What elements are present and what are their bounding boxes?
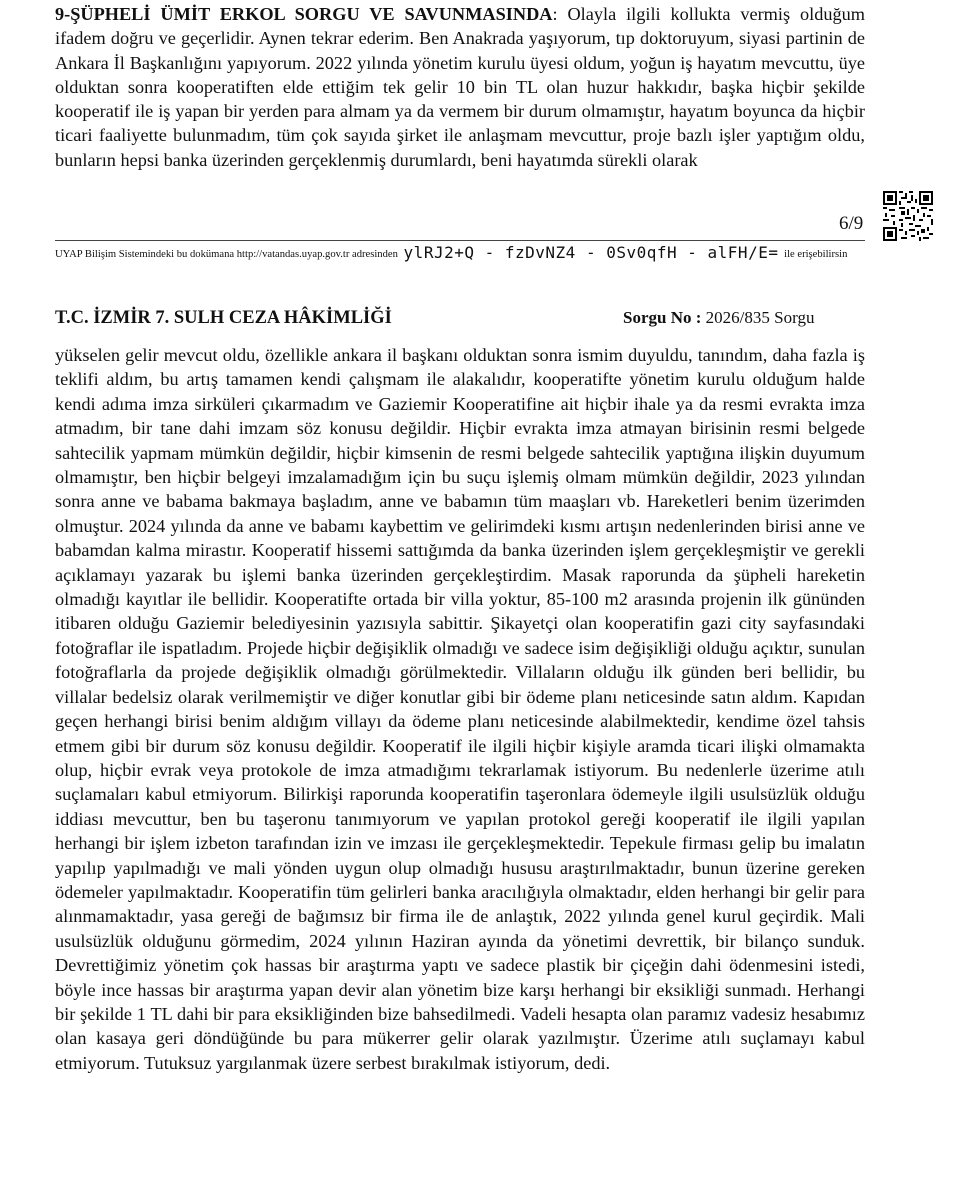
statement-text-page-7 [55, 343, 865, 1075]
page-number: 6/9 [839, 213, 864, 234]
footer-divider [55, 240, 865, 241]
footer-prefix: UYAP Bilişim Sistemindeki bu dokümana http://vatandas.uyap.gov.tr adresinden [55, 249, 398, 260]
verification-code: ylRJ2+Q - fzDvNZ4 - 0Sv0qfH - alFH/E= [403, 243, 779, 262]
document-page-7 [0, 275, 953, 1200]
page-gap [0, 265, 953, 275]
footer-suffix: ile erişebilirsin [784, 249, 848, 260]
suspect-heading: 9-ŞÜPHELİ ÜMİT ERKOL SORGU VE SAVUNMASINDA [55, 4, 553, 24]
uyap-footer [55, 244, 870, 264]
court-name: T.C. İZMİR 7. SULH CEZA HÂKİMLİĞİ [55, 308, 392, 328]
document-page-6 [0, 0, 953, 265]
statement-text-page-6 [55, 2, 865, 172]
qr-code-icon [883, 191, 933, 241]
query-number [623, 308, 814, 328]
page-header [55, 308, 865, 334]
query-number-value: 2026/835 Sorgu [705, 308, 815, 327]
statement-paragraph-continued: yükselen gelir mevcut oldu, özellikle ankara il başkanı olduktan sonra ismim duyuldu, tanındım, daha fazla iş teklifi aldım, bu artış tamamen kendi çalışmam ile alakalıdır, kooperatifte yönetim kurulu olduğum halde kendi adıma imza sirküleri çıkarmadım ve Gaziemir Kooperatifine ait hiçbir ihale ya da resmi evrakta imza atmadım, bir tane dahi imzam söz konusu değildir. Hiçbir evrakta imza atmayan birisinin resmi belgede sahtecilik yapmam mümkün değildir, hiçbir kimsenin de resmi belgede sahtecilik yaptığına ilişkin duyumum olmamıştır, ben hiçbir belgeyi imzalamadığım için bu suçu işlemiş olmam mümkün değildir, 2023 yılından sonra anne ve babama bakmaya başladım, anne ve babamın tüm maaşları vb. Hareketleri benim üzerimden olmuştur. 2024 yılında da anne ve babamı kaybettim ve gelirimdeki kısmı artışın nedenlerinden birisi anne ve babamdan kalma mirastır. Kooperatif hissemi sattığımda da banka üzerinden işlem gerçekleşmiştir ve gerekli açıklamayı yazarak bu işlemi banka üzerinden gerçekleştirdim. Masak raporunda da şüpheli hareketin olmadığı kayıtlar ile bellidir. Kooperatifte ortada bir villa yoktur, 85-100 m2 arasında projenin ilk gününden itibaren olduğu Gaziemir belediyesinin yazısıyla sabittir. Şikayetçi olan kooperatifin gazi city sayfasındaki fotoğraflar ile ispatladım. Projede hiçbir değişiklik olmadığı ve sadece isim değişikliği olduğu açıktır, sunulan fotoğraflarla da projede değişiklik olmadığı görülmektedir. Villaların olduğu ilk günden beri bellidir, bu villalar bedelsiz olarak verilmemiştir ve diğer konutlar gibi bir ödeme planı neticesinde satın aldım. Kapıdan geçen herhangi birisi benim aldığım villayı da ödeme planı neticesinde alabilmektedir, kendime özel tahsis etmem gibi bir durum söz konusu değildir. Kooperatif ile ilgili hiçbir kişiyle aramda ticari ilişki olmamakta olup, hiçbir evrak veya protokole de imza atmadığımı tekrarlamak istiyorum. Bu nedenlerle üzerime atılı suçlamaları kabul etmiyorum. Bilirkişi raporunda kooperatifin taşeronlara ödemeyle ilgili usulsüzlük olduğu iddiası mevcuttur, ben bu taşeronu tanımıyorum ve yapılan protokol gereği kooperatif ile ilgili yapılan herhangi bir işlem izbeton tarafından izin ve imzası ile gerçekleşmektedir. Tepekule firması gelip bu imalatın yapılıp yapılmadığı ve mali yönden uygun olup olmadığı hususu araştırılmaktadır, bunun üzerine gereken ödemeler yapılmaktadır. Kooperatifin tüm gelirleri banka aracılığıyla olmaktadır, elden herhangi bir gelir para alınmamaktadır, yasa gereği de bağımsız bir firma ile de anlaştık, 2022 yılında genel kurul geçirdik. Mali usulsüzlük olduğunu görmedim, 2024 yılının Haziran ayında da yönetimi devrettik, bir bilanço sunduk. Devrettiğimiz yönetim çok hassas bir araştırma yaptı ve sadece plastik bir çiçeğin dahi ödenmesini istedi, böyle ince hassas bir araştırma yapan devir alan yönetim bize karşı herhangi bir eksikliği sunmadı. Herhangi bir şekilde 1 TL dahi bir para eksikliğinden bize bahsedilmedi. Vadeli hesapta olan paramız vadesiz hesabımız olan kasaya geri döndüğünde bu para mükerrer gelir olarak yazılmıştır. Üzerime atılı suçlamayı kabul etmiyorum. Tutuksuz yargılanmak üzere serbest bırakılmak istiyorum, dedi. [55, 345, 865, 1073]
query-number-label: Sorgu No : [623, 308, 702, 327]
statement-paragraph-start: : Olayla ilgili kollukta vermiş olduğum ifadem doğru ve geçerlidir. Aynen tekrar ederim. Ben Anakrada yaşıyorum, tıp doktoruyum, siyasi partinin de Ankara İl Başkanlığını yapıyorum. 2022 yılında yönetim kurulu üyesi oldum, yoğun iş hayatım mevcuttu, üye olduktan sonra kooperatiften elde ettiğim tek gelir 10 bin TL olan huzur hakkıdır, başka hiçbir şekilde kooperatif ile iş yapan bir yerden para almam ya da vermem bir durum olmamıştır, hayatım boyunca da hiçbir ticari faaliyette bulunmadım, tüm çok sayıda şirket ile anlaşmam mevcuttur, proje bazlı işler yaptığım oldu, bunların hepsi banka üzerinden gerçeklenmiş durumlardı, beni hayatımda sürekli olarak [55, 4, 865, 170]
